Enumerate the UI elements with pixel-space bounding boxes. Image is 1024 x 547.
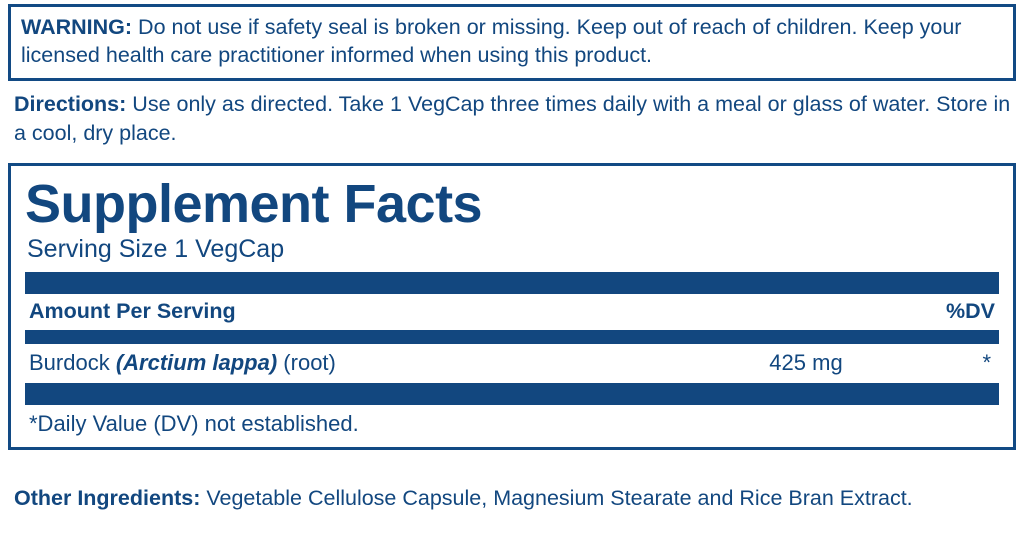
ingredient-latin-name: (Arctium lappa) [115, 349, 278, 375]
divider-thick-top [25, 272, 999, 294]
supplement-facts-panel [8, 163, 1016, 450]
daily-value-label: %DV [946, 298, 995, 323]
amount-per-serving-label: Amount Per Serving [29, 298, 236, 323]
warning-body: Do not use if safety seal is broken or missing. Keep out of reach of children. Keep your licensed health care practitioner informed when using this product. [21, 15, 962, 68]
warning-label: WARNING: [21, 15, 133, 39]
warning-paragraph [21, 13, 1003, 70]
divider-med-upper [25, 330, 999, 344]
divider-thick-bottom [25, 383, 999, 405]
other-ingredients-label: Other Ingredients: [14, 486, 201, 510]
directions-label: Directions: [14, 92, 127, 116]
daily-value-footnote: *Daily Value (DV) not established. [29, 410, 359, 436]
directions-paragraph [14, 90, 1014, 147]
ingredient-part: (root) [277, 349, 336, 375]
ingredient-amount: 425 mg [769, 349, 843, 375]
supplement-facts-title: Supplement Facts [25, 174, 483, 234]
table-row [21, 344, 1003, 383]
directions-body: Use only as directed. Take 1 VegCap three times daily with a meal or glass of water. Store in a cool, dry place. [14, 92, 1011, 145]
other-ingredients-paragraph [14, 484, 1014, 513]
ingredient-name-plain: Burdock [29, 349, 116, 375]
other-ingredients-body: Vegetable Cellulose Capsule, Magnesium Stearate and Rice Bran Extract. [200, 486, 913, 510]
serving-size: Serving Size 1 VegCap [27, 234, 285, 263]
warning-box [8, 4, 1016, 81]
ingredient-name [29, 350, 701, 376]
ingredient-dv: * [982, 349, 991, 375]
amount-per-serving-row [21, 294, 1003, 330]
